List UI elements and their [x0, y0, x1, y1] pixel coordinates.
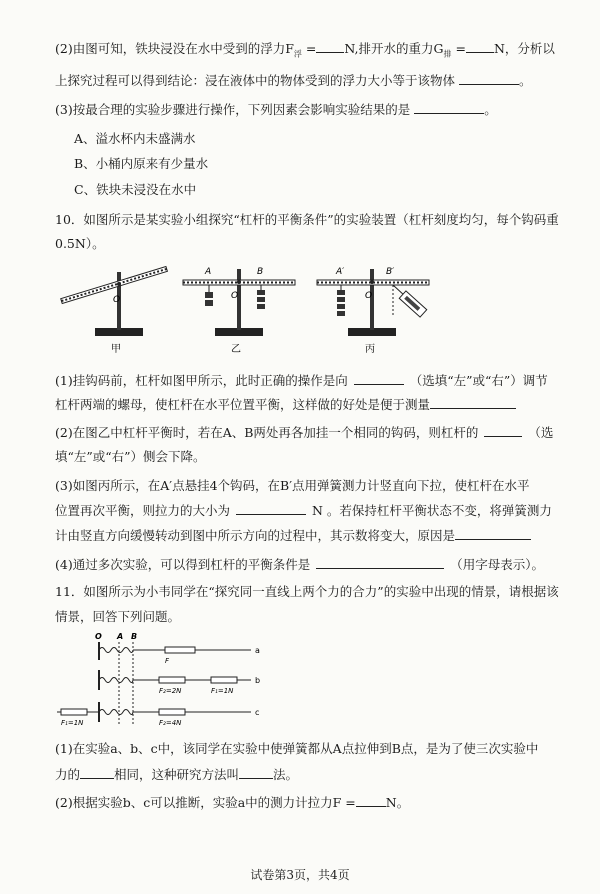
- q10-part1-line2: 杠杆两端的螺母，使杠杆在水平位置平衡，这样做的好处是便于测量: [55, 396, 516, 413]
- answer-blank[interactable]: [236, 502, 306, 515]
- q10-part2-line2: 填“左”或“右”）侧会下降。: [55, 449, 206, 464]
- answer-blank[interactable]: [316, 40, 344, 53]
- svg-text:F₁=1N: F₁=1N: [61, 719, 84, 727]
- answer-blank[interactable]: [455, 527, 531, 540]
- q10-part2-line1: (2)在图乙中杠杆平衡时，若在A、B两处再各加挂一个相同的钩码，则杠杆的 （选: [55, 425, 554, 440]
- svg-text:F: F: [165, 657, 170, 665]
- q11-stem-line2: 情景，回答下列问题。: [55, 609, 181, 624]
- q9-part2-line2: 上探究过程可以得到结论：浸在液体中的物体受到的浮力大小等于该物体 。: [55, 73, 532, 88]
- svg-text:O: O: [113, 295, 121, 305]
- answer-blank[interactable]: [414, 101, 484, 114]
- svg-text:B′: B′: [386, 267, 395, 277]
- q11-part1-line2: 力的 相同，这种研究方法叫 法。: [55, 767, 299, 782]
- figure-label-yi: 乙: [231, 344, 241, 355]
- svg-text:a: a: [255, 646, 260, 655]
- q11-stem-line1: 11．如图所示为小韦同学在“探究同一直线上两个力的合力”的实验中出现的情景，请根据该: [55, 584, 559, 599]
- q11-part2: (2)根据实验b、c可以推断，实验a中的测力计拉力F = N。: [55, 795, 410, 810]
- svg-text:F₁=1N: F₁=1N: [211, 687, 234, 695]
- svg-text:F₂=4N: F₂=4N: [159, 719, 182, 727]
- svg-text:O: O: [365, 291, 373, 301]
- q10-part4: (4)通过多次实验，可以得到杠杆的平衡条件是 （用字母表示）。: [55, 557, 544, 572]
- q10-stem-line2: 0.5N）。: [55, 236, 105, 251]
- lever-jia-figure: [61, 267, 168, 355]
- svg-text:A: A: [205, 267, 212, 277]
- q9-option-a: A、溢水杯内未盛满水: [74, 131, 196, 146]
- svg-text:B: B: [257, 267, 264, 277]
- lever-bing-figure: [317, 267, 429, 355]
- lever-figure: [55, 254, 465, 360]
- page-footer: 试卷第3页，共4页: [250, 868, 350, 882]
- q9-part3: (3)按最合理的实验步骤进行操作，下列因素会影响实验结果的是 。: [55, 102, 497, 117]
- spring-force-figure: [55, 628, 275, 730]
- svg-text:O: O: [95, 632, 102, 641]
- answer-blank[interactable]: [356, 794, 386, 807]
- svg-text:F₂=2N: F₂=2N: [159, 687, 182, 695]
- q10-part3-line1: (3)如图丙所示，在A′点悬挂4个钩码，在B′点用弹簧测力计竖直向下拉，使杠杆在水平: [55, 478, 530, 493]
- q9-part2-line1: (2)由图可知，铁块浸没在水中受到的浮力$F_浮 = N$,排开水的重力$G_排 = N$，分析以: [55, 41, 555, 59]
- q10-part1-line1: (1)挂钩码前，杠杆如图甲所示，此时正确的操作是向 （选填“左”或“右”）调节: [55, 373, 548, 388]
- q9-option-c: C、铁块未浸没在水中: [74, 182, 197, 197]
- q11-part1-line1: (1)在实验a、b、c中，该同学在实验中使弹簧都从A点拉伸到B点，是为了使三次实验中: [55, 741, 539, 756]
- answer-blank[interactable]: [80, 766, 114, 779]
- figure-label-jia: 甲: [111, 344, 121, 355]
- svg-text:O: O: [231, 291, 239, 301]
- lever-yi-figure: [183, 267, 295, 355]
- figure-label-bing: 丙: [365, 344, 375, 355]
- svg-text:A′: A′: [336, 267, 345, 277]
- q10-part3-line2: 位置再次平衡，则拉力的大小为 N 。若保持杠杆平衡状态不变，将弹簧测力: [55, 503, 552, 518]
- answer-blank[interactable]: [316, 556, 444, 569]
- q10-part3-line3: 计由竖直方向缓慢转动到图中所示方向的过程中，其示数将变大，原因是: [55, 527, 531, 544]
- svg-text:c: c: [255, 708, 260, 717]
- svg-text:A: A: [117, 632, 124, 641]
- answer-blank[interactable]: [466, 40, 494, 53]
- svg-text:B: B: [131, 632, 138, 641]
- answer-blank[interactable]: [239, 766, 273, 779]
- svg-text:b: b: [255, 676, 261, 685]
- answer-blank[interactable]: [430, 396, 516, 409]
- answer-blank[interactable]: [354, 372, 404, 385]
- q10-stem-line1: 10．如图所示是某实验小组探究“杠杆的平衡条件”的实验装置（杠杆刻度均匀，每个钩码重: [55, 212, 559, 227]
- answer-blank[interactable]: [459, 72, 519, 85]
- answer-blank[interactable]: [484, 424, 522, 437]
- q9-option-b: B、小桶内原来有少量水: [74, 156, 209, 171]
